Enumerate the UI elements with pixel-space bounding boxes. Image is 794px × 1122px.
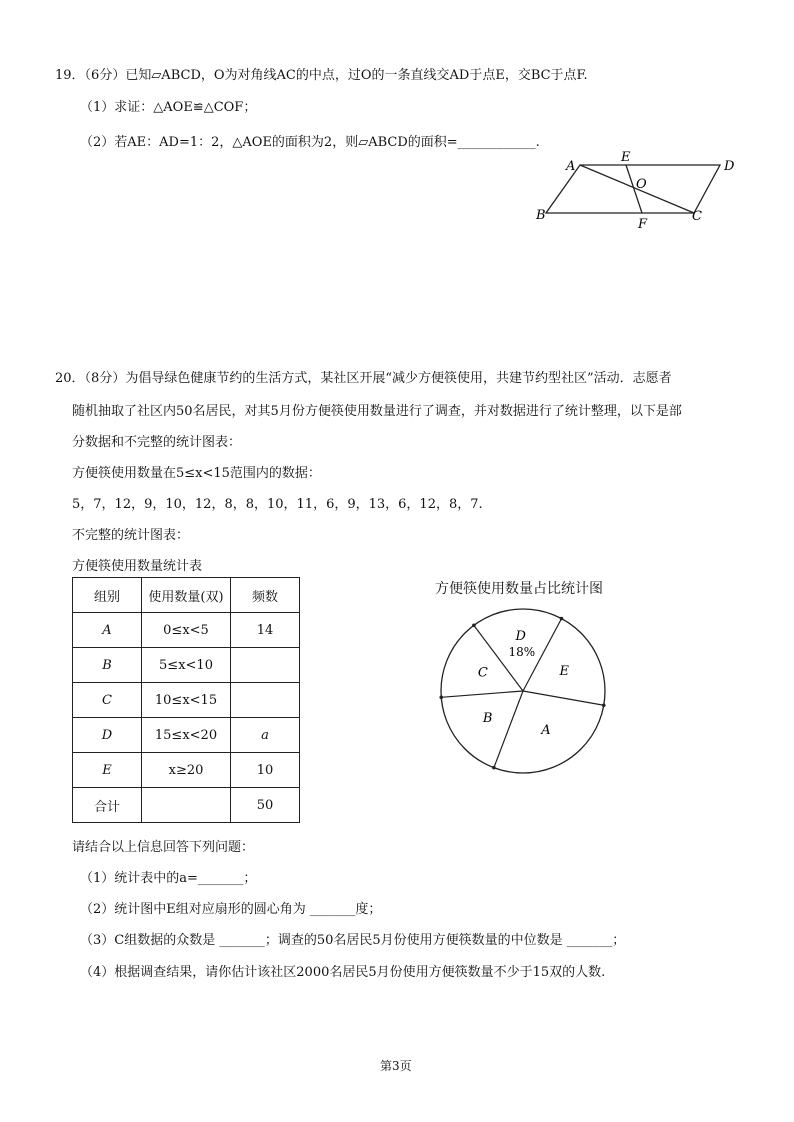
table-cell	[231, 648, 300, 683]
q20-sub2: （2）统计图中E组对应扇形的圆心角为 _______度；	[80, 902, 382, 917]
q19-stem: 19．（6分）已知▱ABCD，O为对角线AC的中点，过O的一条直线交AD于点E，交BC于点F.	[55, 68, 588, 83]
pie-slice-c	[441, 691, 523, 697]
table-row	[73, 788, 300, 823]
pie-boundary-dot	[439, 695, 443, 699]
parallelogram-figure	[530, 148, 750, 238]
label-b: B	[536, 208, 546, 223]
q20-prompt: 请结合以上信息回答下列问题：	[72, 840, 255, 855]
pie-boundary-dot	[472, 624, 476, 628]
table-cell: 15≤x<20	[142, 718, 231, 753]
q20-stem-line1: 20．（8分）为倡导绿色健康节约的生活方式，某社区开展“减少方便筷使用，共建节约型社区”活动．志愿者	[55, 371, 672, 386]
pie-label-d: D	[515, 629, 526, 645]
q20-incomplete-label: 不完整的统计图表：	[72, 528, 190, 543]
table-cell: 14	[231, 613, 300, 648]
page-number: 第3页	[380, 1059, 412, 1073]
table-cell	[231, 683, 300, 718]
table-cell: a	[231, 718, 300, 753]
label-e: E	[621, 150, 631, 165]
table-cell: 10≤x<15	[142, 683, 231, 718]
table-title: 方便筷使用数量统计表	[72, 559, 203, 574]
q20-stem-line3: 分数据和不完整的统计图表：	[72, 435, 242, 450]
table-cell: 0≤x<5	[142, 613, 231, 648]
label-a: A	[566, 159, 576, 174]
table-cell: C	[73, 683, 142, 718]
label-d: D	[724, 159, 735, 174]
table-header-row	[73, 578, 300, 613]
q20-stem-line2: 随机抽取了社区内50名居民，对其5月份方便筷使用数量进行了调查，并对数据进行了统计整理，以下是部	[72, 404, 682, 419]
table-row	[73, 683, 300, 718]
q20-sub3: （3）C组数据的众数是 _______；调查的50名居民5月份使用方便筷数量的中位数是 _______；	[80, 933, 626, 948]
pie-slice-a	[523, 691, 604, 705]
table-cell: 10	[231, 753, 300, 788]
table-cell: E	[73, 753, 142, 788]
pie-boundary-dot	[560, 617, 564, 621]
table-header: 频数	[231, 578, 300, 613]
usage-table	[72, 577, 300, 823]
label-f: F	[638, 217, 648, 232]
table-cell: D	[73, 718, 142, 753]
table-cell: 50	[231, 788, 300, 823]
q20-sub4: （4）根据调查结果，请你估计该社区2000名居民5月份使用方便筷数量不少于15双的人数.	[80, 965, 606, 980]
label-c: C	[692, 209, 702, 224]
q19-part2: （2）若AE：AD=1：2，△AOE的面积为2，则▱ABCD的面积=____________.	[80, 135, 540, 150]
table-cell: 5≤x<10	[142, 648, 231, 683]
table-row	[73, 613, 300, 648]
pie-label-b: B	[482, 711, 493, 727]
q20-range-data: 5，7，12，9，10，12，8，8，10，11，6，9，13，6，12，8，7.	[72, 497, 483, 512]
table-cell: x≥20	[142, 753, 231, 788]
table-cell: 合计	[73, 788, 142, 823]
pie-label-e: E	[559, 664, 570, 680]
pie-boundary-dot	[602, 703, 606, 707]
pie-label-c: C	[477, 665, 488, 681]
table-row	[73, 718, 300, 753]
q20-sub1: （1）统计表中的a=_______；	[80, 871, 257, 886]
pie-slice-b	[494, 691, 523, 768]
table-cell	[142, 788, 231, 823]
table-cell: B	[73, 648, 142, 683]
table-cell: A	[73, 613, 142, 648]
label-o: O	[636, 177, 647, 192]
pie-value-label-d: 18%	[508, 645, 536, 660]
table-row	[73, 648, 300, 683]
pie-label-a: A	[541, 723, 551, 739]
pie-chart	[430, 604, 620, 784]
table-header: 组别	[73, 578, 142, 613]
q20-range-intro: 方便筷使用数量在5≤x<15范围内的数据：	[72, 466, 321, 481]
table-row	[73, 753, 300, 788]
q19-part1: （1）求证：△AOE≌△COF；	[80, 100, 257, 115]
pie-boundary-dot	[492, 766, 496, 770]
pie-title: 方便筷使用数量占比统计图	[435, 581, 603, 597]
table-header: 使用数量(双)	[142, 578, 231, 613]
